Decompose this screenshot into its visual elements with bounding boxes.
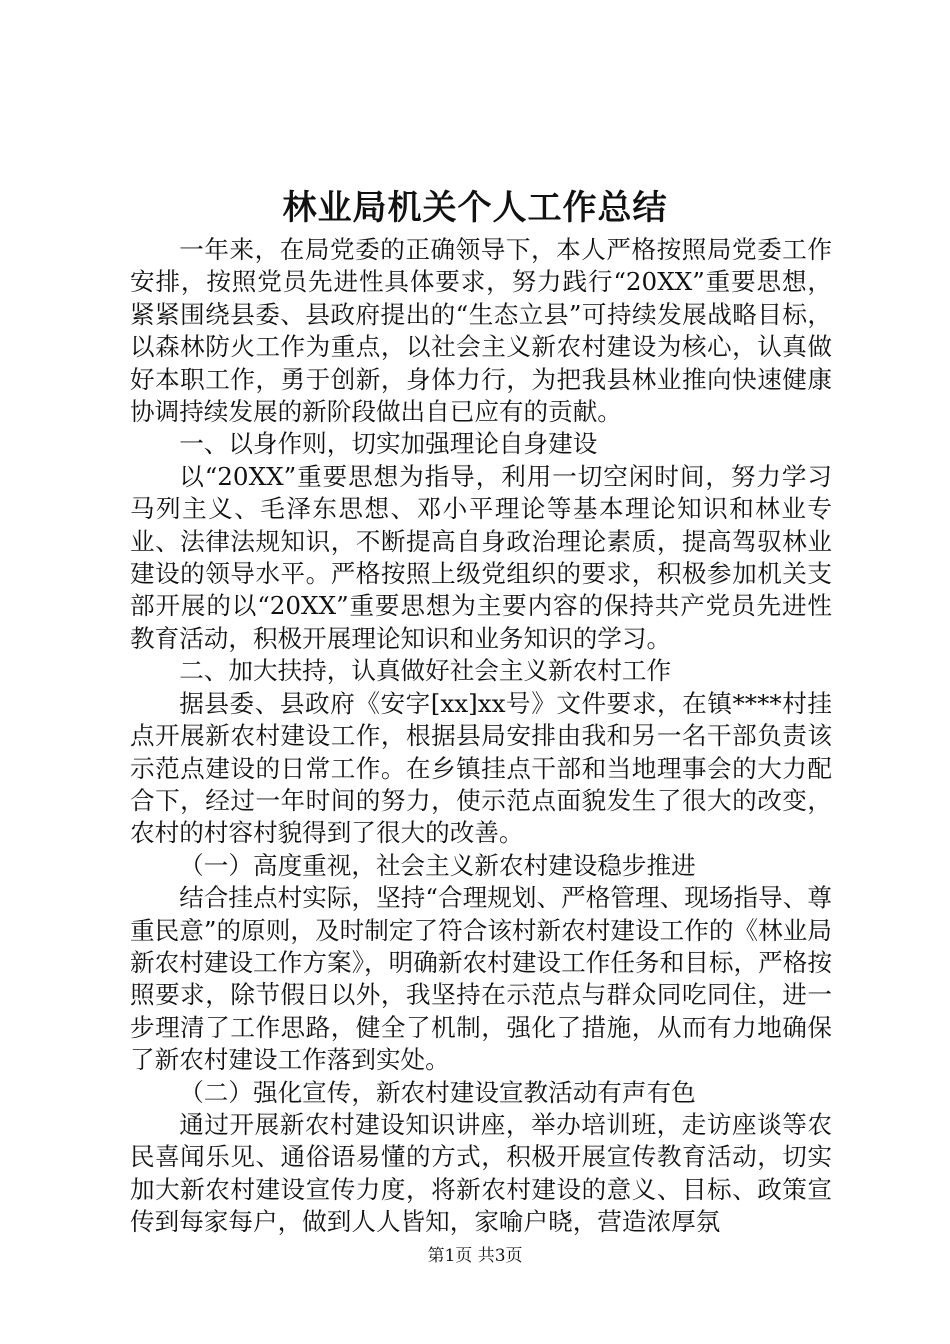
document-body	[130, 234, 832, 1239]
paragraph-publicity: 通过开展新农村建设知识讲座，举办培训班，走访座谈等农民喜闻乐见、通俗语易懂的方式，积极开展宣传教育活动，切实加大新农村建设宣传力度，将新农村建设的意义、目标、政策宣传到每家每户，做到人人皆知，家喻户晓，营造浓厚氛	[130, 1109, 832, 1237]
subsection-heading-1: （一）高度重视，社会主义新农村建设稳步推进	[179, 850, 696, 880]
subsection-heading-2: （二）强化宣传，新农村建设宣教活动有声有色	[179, 1077, 696, 1107]
page-total: 共3页	[477, 1246, 523, 1266]
page-footer	[0, 1244, 950, 1268]
section-heading-2: 二、加大扶持，认真做好社会主义新农村工作	[179, 656, 672, 686]
paragraph-intro: 一年来，在局党委的正确领导下，本人严格按照局党委工作安排，按照党员先进性具体要求，努力践行“20XX”重要思想，紧紧围绕县委、县政府提出的“生态立县”可持续发展战略目标，以森林防火工作为重点，以社会主义新农村建设为核心，认真做好本职工作，勇于创新，身体力行，为把我县林业推向快速健康协调持续发展的新阶段做出自已应有的贡献。	[130, 235, 832, 427]
paragraph-planning: 结合挂点村实际，坚持“合理规划、严格管理、现场指导、尊重民意”的原则，及时制定了符合该村新农村建设工作的《林业局新农村建设工作方案》，明确新农村建设工作任务和目标，严格按照要求，除节假日以外，我坚持在示范点与群众同吃同住，进一步理清了工作思路，健全了机制，强化了措施，从而有力地确保了新农村建设工作落到实处。	[130, 883, 832, 1075]
paragraph-theory: 以“20XX”重要思想为指导，利用一切空闲时间，努力学习马列主义、毛泽东思想、邓小平理论等基本理论知识和林业专业、法律法规知识，不断提高自身政治理论素质，提高驾驭林业建设的领导水平。严格按照上级党组织的要求，积极参加机关支部开展的以“20XX”重要思想为主要内容的保持共产党员先进性教育活动，积极开展理论知识和业务知识的学习。	[130, 461, 832, 653]
document-title: 林业局机关个人工作总结	[282, 188, 668, 228]
section-heading-1: 一、以身作则，切实加强理论自身建设	[179, 429, 598, 459]
page-number: 第1页	[427, 1246, 473, 1266]
paragraph-village: 据县委、县政府《安字[xx]xx号》文件要求，在镇****村挂点开展新农村建设工作，根据县局安排由我和另一名干部负责该示范点建设的日常工作。在乡镇挂点干部和当地理事会的大力配合下，经过一年时间的努力，使示范点面貌发生了很大的改变，农村的村容村貌得到了很大的改善。	[130, 688, 832, 848]
